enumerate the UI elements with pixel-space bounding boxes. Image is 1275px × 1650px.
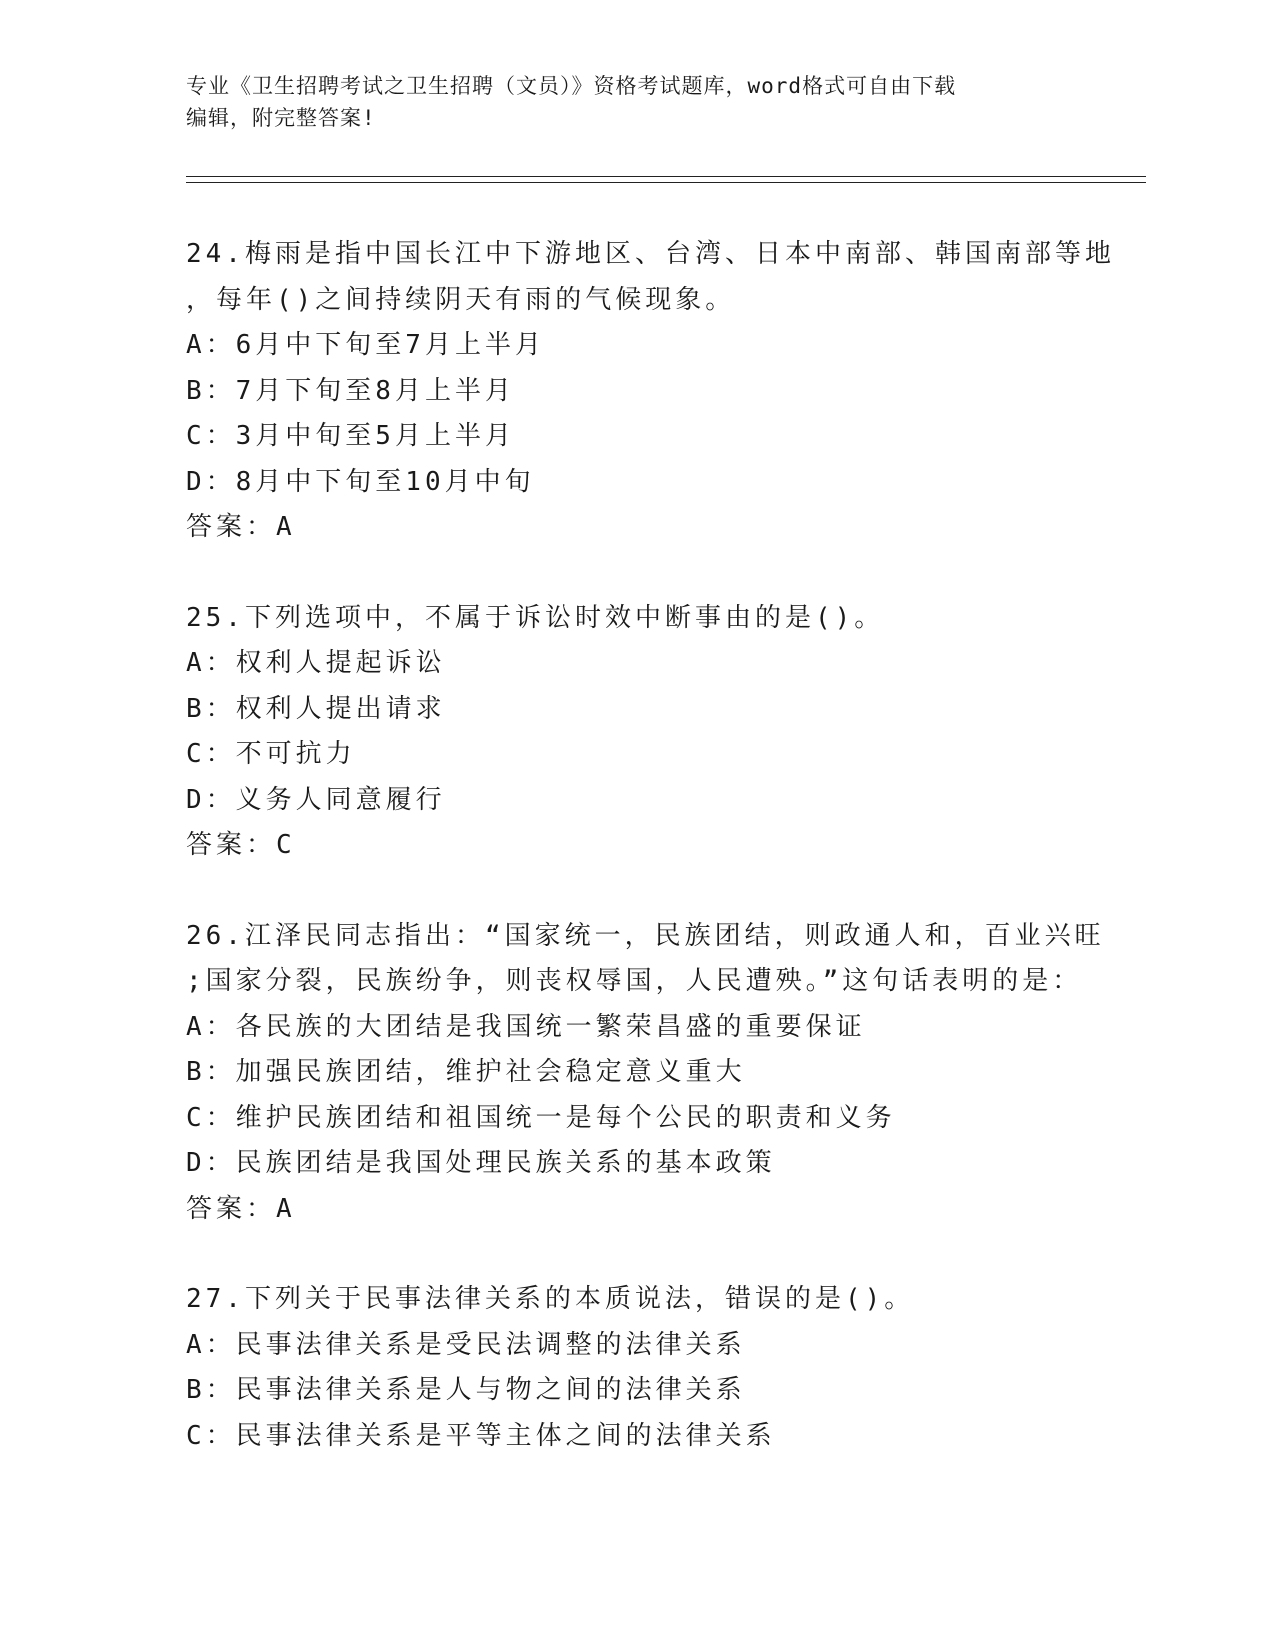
- answer: 答案：A: [186, 1193, 296, 1224]
- option-c: C：不可抗力: [186, 739, 356, 769]
- question-25: [186, 596, 1086, 869]
- question-list: [186, 232, 1115, 1504]
- header-divider: [186, 176, 1146, 177]
- option-d: D：民族团结是我国处理民族关系的基本政策: [186, 1148, 776, 1178]
- option-d: D：义务人同意履行: [186, 784, 446, 815]
- option-c: C：民事法律关系是平等主体之间的法律关系: [186, 1420, 776, 1451]
- question-stem: 24.梅雨是指中国长江中下游地区、台湾、日本中南部、韩国南部等地: [186, 239, 1115, 269]
- option-b: B：权利人提出请求: [186, 693, 446, 724]
- header-line: 专业《卫生招聘考试之卫生招聘（文员）》资格考试题库，word格式可自由下载: [186, 74, 957, 98]
- option-a: A：民事法律关系是受民法调整的法律关系: [186, 1329, 746, 1360]
- question-26: [186, 914, 1105, 1233]
- question-stem: 27.下列关于民事法律关系的本质说法，错误的是()。: [186, 1284, 915, 1314]
- option-a: A：各民族的大团结是我国统一繁荣昌盛的重要保证: [186, 1011, 866, 1042]
- question-stem: ，每年()之间持续阴天有雨的气候现象。: [186, 284, 736, 315]
- option-b: B：7月下旬至8月上半月: [186, 375, 515, 406]
- option-c: C：3月中旬至5月上半月: [186, 421, 515, 451]
- option-a: A：权利人提起诉讼: [186, 648, 446, 678]
- option-d: D：8月中下旬至10月中旬: [186, 466, 535, 497]
- header-divider: [186, 182, 1146, 183]
- question-stem: 25.下列选项中，不属于诉讼时效中断事由的是()。: [186, 602, 885, 633]
- option-b: B：加强民族团结，维护社会稳定意义重大: [186, 1057, 746, 1087]
- answer: 答案：A: [186, 512, 296, 542]
- header-line: 编辑，附完整答案!: [186, 106, 376, 130]
- answer: 答案：C: [186, 830, 296, 860]
- question-24: [186, 232, 1115, 551]
- question-stem: 26.江泽民同志指出：“国家统一，民族团结，则政通人和，百业兴旺: [186, 920, 1105, 951]
- option-b: B：民事法律关系是人与物之间的法律关系: [186, 1375, 746, 1405]
- option-c: C：维护民族团结和祖国统一是每个公民的职责和义务: [186, 1102, 896, 1133]
- question-27: [186, 1277, 1086, 1459]
- document-header: [186, 70, 1086, 134]
- option-a: A：6月中下旬至7月上半月: [186, 330, 545, 360]
- question-stem: ;国家分裂，民族纷争，则丧权辱国，人民遭殃。”这句话表明的是：: [186, 966, 1083, 996]
